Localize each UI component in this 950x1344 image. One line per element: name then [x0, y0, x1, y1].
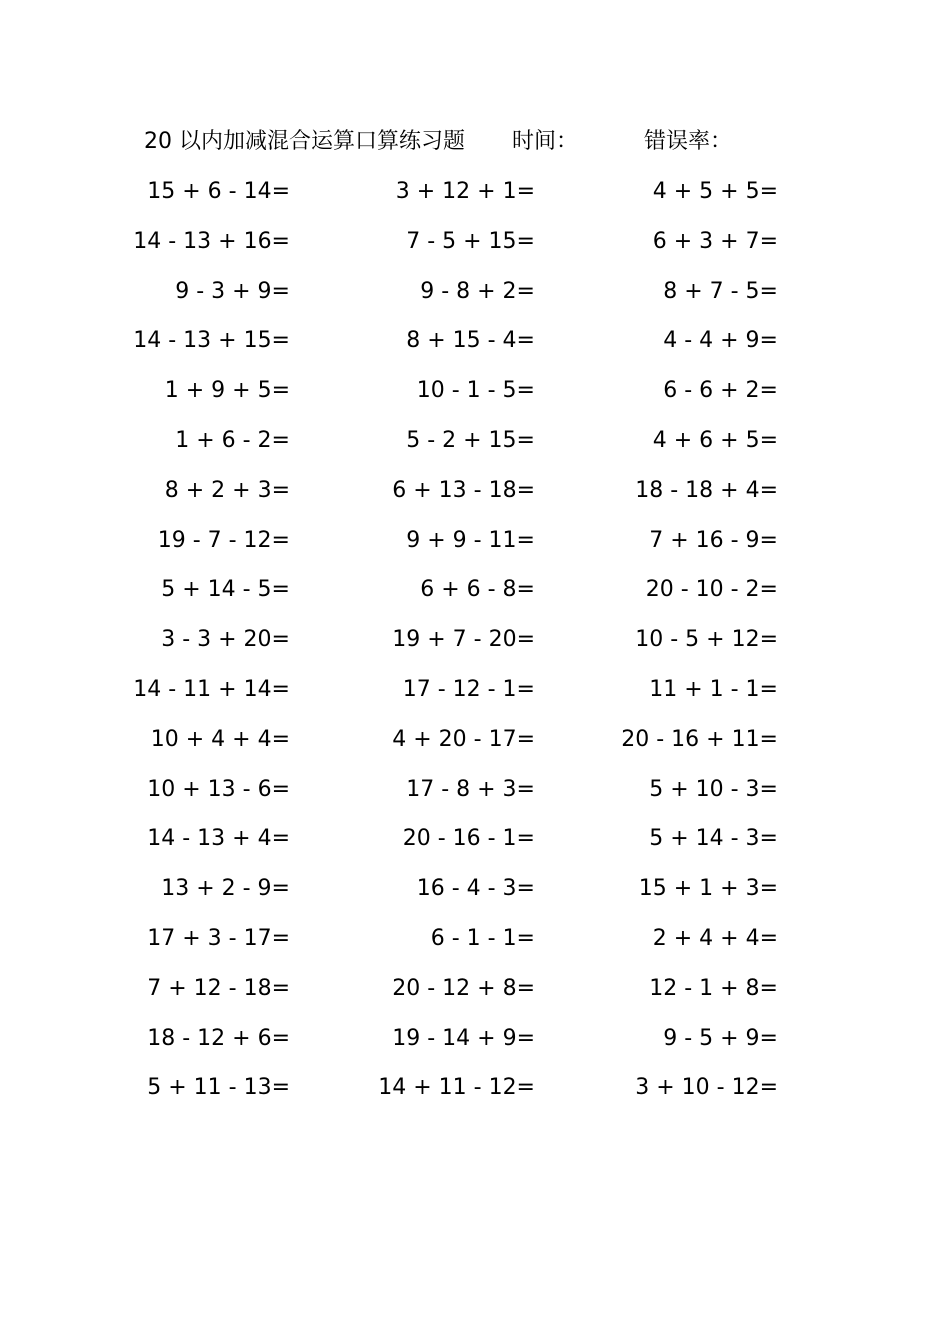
problem-item: 8 + 7 - 5=: [663, 278, 778, 304]
problem-item: 14 + 11 - 12=: [378, 1075, 535, 1101]
problem-item: 6 + 3 + 7=: [652, 228, 778, 254]
problem-item: 11 + 1 - 1=: [649, 677, 778, 702]
problem-row: [0, 573, 950, 607]
problem-item: 6 + 6 - 8=: [420, 577, 535, 603]
problem-row: [0, 324, 950, 358]
problem-item: 10 - 1 - 5=: [416, 378, 535, 404]
problem-item: 19 - 7 - 12=: [157, 527, 290, 553]
problem-item: 17 - 8 + 3=: [406, 776, 535, 802]
problem-item: 6 + 13 - 18=: [392, 477, 535, 503]
problem-row: [0, 822, 950, 856]
problem-item: 7 + 16 - 9=: [649, 527, 778, 553]
problem-row: [0, 275, 950, 309]
problem-item: 18 - 18 + 4=: [635, 477, 778, 503]
problem-item: 8 + 15 - 4=: [406, 328, 535, 354]
problem-item: 10 + 13 - 6=: [147, 776, 290, 802]
problem-item: 6 - 6 + 2=: [663, 378, 778, 404]
problem-item: 3 - 3 + 20=: [161, 627, 290, 653]
problem-item: 14 - 13 + 4=: [147, 826, 290, 852]
problem-item: 15 + 1 + 3=: [638, 876, 778, 902]
problem-item: 4 + 5 + 5=: [652, 179, 778, 204]
problem-row: [0, 972, 950, 1006]
problem-item: 5 - 2 + 15=: [406, 428, 535, 453]
problem-item: 20 - 16 - 1=: [402, 826, 535, 852]
problem-item: 10 + 4 + 4=: [150, 726, 290, 752]
problem-row: [0, 1022, 950, 1056]
problem-row: [0, 474, 950, 508]
problem-item: 12 - 1 + 8=: [649, 975, 778, 1001]
problem-row: [0, 524, 950, 558]
problem-item: 20 - 10 - 2=: [645, 577, 778, 603]
problem-item: 1 + 9 + 5=: [164, 378, 290, 404]
problem-item: 14 - 11 + 14=: [133, 677, 290, 702]
problem-item: 3 + 10 - 12=: [635, 1075, 778, 1101]
problem-row: [0, 723, 950, 757]
problem-item: 9 - 5 + 9=: [663, 1025, 778, 1051]
problem-item: 5 + 14 - 5=: [161, 577, 290, 603]
problem-row: [0, 1071, 950, 1105]
problem-row: [0, 773, 950, 807]
problem-item: 9 - 8 + 2=: [420, 278, 535, 304]
problem-item: 2 + 4 + 4=: [652, 926, 778, 951]
problem-item: 20 - 16 + 11=: [621, 726, 778, 752]
problem-item: 4 + 6 + 5=: [652, 428, 778, 453]
problem-item: 17 + 3 - 17=: [147, 926, 290, 951]
problem-row: [0, 922, 950, 956]
problem-row: [0, 623, 950, 657]
problem-item: 14 - 13 + 16=: [133, 228, 290, 254]
problem-row: [0, 872, 950, 906]
problem-item: 18 - 12 + 6=: [147, 1025, 290, 1051]
time-label: 时间：: [512, 129, 579, 154]
problem-item: 5 + 14 - 3=: [649, 826, 778, 852]
problem-item: 6 - 1 - 1=: [430, 926, 535, 951]
problem-row: [0, 225, 950, 259]
problem-row: [0, 424, 950, 458]
problem-item: 4 - 4 + 9=: [663, 328, 778, 354]
problem-item: 5 + 10 - 3=: [649, 776, 778, 802]
problem-item: 7 + 12 - 18=: [147, 975, 290, 1001]
problem-item: 20 - 12 + 8=: [392, 975, 535, 1001]
problem-item: 14 - 13 + 15=: [133, 328, 290, 354]
problem-item: 4 + 20 - 17=: [392, 726, 535, 752]
problem-item: 7 - 5 + 15=: [406, 228, 535, 254]
problem-item: 8 + 2 + 3=: [164, 477, 290, 503]
page-title: 20 以内加减混合运算口算练习题: [144, 129, 465, 154]
problem-row: [0, 374, 950, 408]
problem-row: [0, 673, 950, 707]
problem-item: 19 - 14 + 9=: [392, 1025, 535, 1051]
problem-item: 16 - 4 - 3=: [416, 876, 535, 902]
problem-item: 1 + 6 - 2=: [175, 428, 290, 453]
problem-item: 3 + 12 + 1=: [395, 179, 535, 204]
problem-item: 15 + 6 - 14=: [147, 179, 290, 204]
problem-item: 19 + 7 - 20=: [392, 627, 535, 653]
error-rate-label: 错误率：: [644, 129, 733, 154]
problem-item: 13 + 2 - 9=: [161, 876, 290, 902]
problem-item: 9 - 3 + 9=: [175, 278, 290, 304]
problem-item: 9 + 9 - 11=: [406, 527, 535, 553]
problem-row: [0, 175, 950, 209]
problem-item: 5 + 11 - 13=: [147, 1075, 290, 1101]
problem-item: 10 - 5 + 12=: [635, 627, 778, 653]
problem-item: 17 - 12 - 1=: [402, 677, 535, 702]
